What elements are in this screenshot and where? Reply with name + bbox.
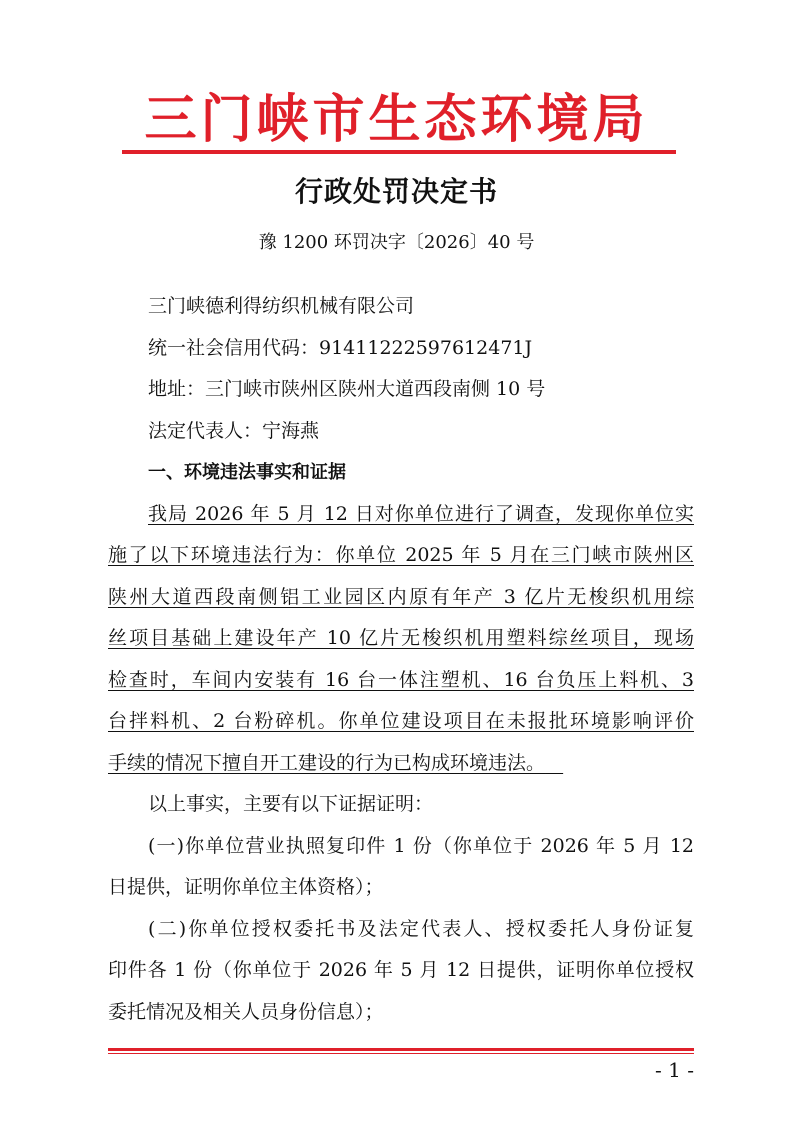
document-body [108, 286, 694, 1033]
legal-representative: 法定代表人：宁海燕 [148, 419, 320, 442]
facts-line [108, 535, 694, 577]
facts-line-text: 手续的情况下擅自开工建设的行为已构成环境违法。 [108, 751, 546, 774]
facts-line-text: 检查时，车间内安装有 16 台一体注塑机、16 台负压上料机、3 [108, 668, 694, 691]
facts-line-text: 我局 2026 年 5 月 12 日对你单位进行了调查，发现你单位实 [148, 502, 694, 525]
evidence-item-2-line: 委托情况及相关人员身份信息）； [108, 1000, 384, 1023]
section-heading: 一、环境违法事实和证据 [148, 462, 346, 483]
document-number: 豫 1200 环罚决字〔2026〕40 号 [258, 232, 535, 253]
address: 地址：三门峡市陕州区陕州大道西段南侧 10 号 [148, 378, 546, 400]
facts-line-text: 丝项目基础上建设年产 10 亿片无梭织机用塑料综丝项目，现场 [108, 627, 694, 649]
evidence-item-2-line [108, 950, 694, 992]
evidence-item-2-text: 印件各 1 份（你单位于 2026 年 5 月 12 日提供，证明你单位授权 [108, 959, 694, 981]
facts-line-text: 台拌料机、2 台粉碎机。你单位建设项目在未报批环境影响评价 [108, 710, 694, 732]
evidence-item-2-text: (二)你单位授权委托书及法定代表人、授权委托人身份证复 [148, 917, 694, 940]
evidence-item-1-text: (一)你单位营业执照复印件 1 份（你单位于 2026 年 5 月 12 [148, 834, 694, 857]
evidence-item-1-line: 日提供，证明你单位主体资格）； [108, 876, 384, 898]
footer-red-rule-thin [108, 1053, 694, 1054]
evidence-intro: 以上事实，主要有以下证据证明： [148, 793, 434, 815]
facts-line [108, 701, 694, 743]
facts-line [108, 494, 694, 536]
header-red-rule [122, 150, 676, 154]
facts-line [108, 618, 694, 660]
evidence-item-1-line [108, 826, 694, 868]
document-title: 行政处罚决定书 [294, 175, 498, 208]
page-number: - 1 - [655, 1058, 694, 1082]
credit-code: 统一社会信用代码：91411222597612471J [148, 336, 533, 359]
facts-line-text: 施了以下环境违法行为：你单位 2025 年 5 月在三门峡市陕州区 [108, 544, 694, 566]
company-name: 三门峡德利得纺织机械有限公司 [148, 295, 415, 317]
agency-name: 三门峡市生态环境局 [144, 89, 649, 150]
footer-red-rule [108, 1048, 694, 1051]
facts-line [108, 660, 694, 702]
facts-line [108, 743, 694, 785]
facts-line [108, 577, 694, 619]
facts-line-text: 陕州大道西段南侧铝工业园区内原有年产 3 亿片无梭织机用综 [108, 585, 694, 608]
evidence-item-2-line [108, 909, 694, 951]
